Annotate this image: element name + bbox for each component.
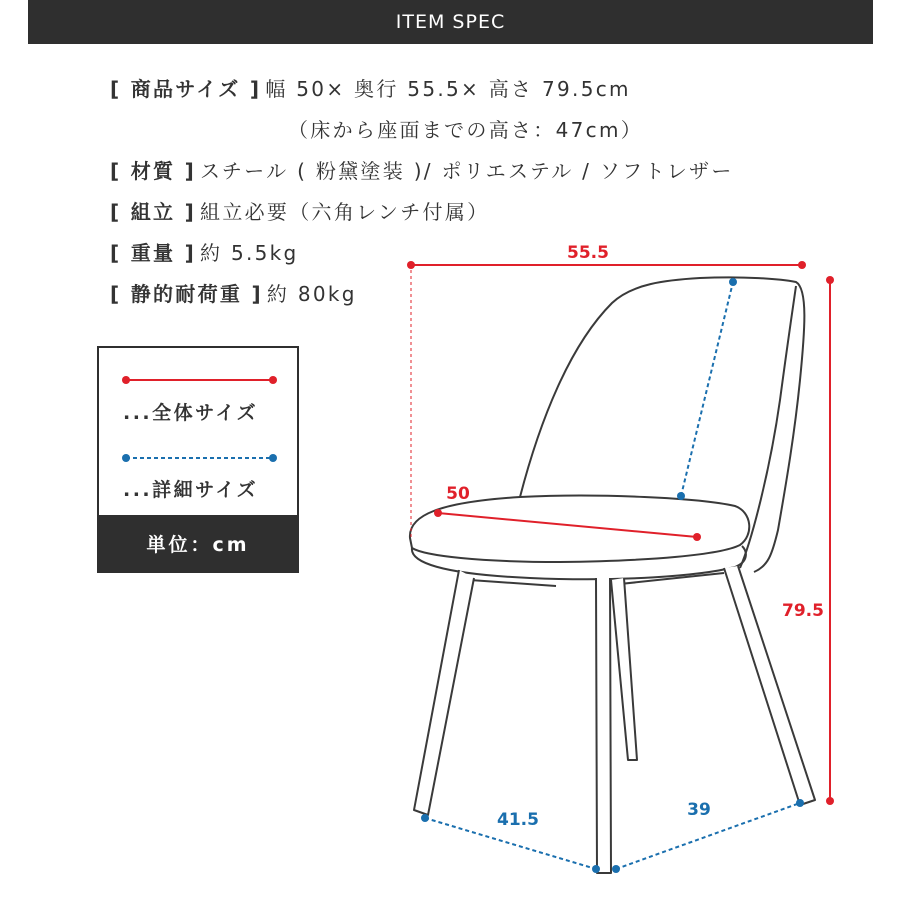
backrest-dimension-dot-top bbox=[729, 278, 737, 286]
leg-frame-left bbox=[470, 580, 556, 586]
spec-load-label: [ 静的耐荷重 ] bbox=[110, 282, 263, 306]
leg-span-left-label: 41.5 bbox=[497, 810, 539, 830]
backrest-dimension-dot-bottom bbox=[677, 492, 685, 500]
depth-dimension-dot-left bbox=[407, 261, 415, 269]
spec-assembly-value: 組立必要（六角レンチ付属） bbox=[200, 200, 490, 224]
spec-material-value: スチール ( 粉黛塗装 )/ ポリエステル / ソフトレザー bbox=[200, 159, 734, 183]
spec-size-value: 幅 50× 奥行 55.5× 高さ 79.5cm bbox=[265, 77, 631, 101]
width-dimension-dot-left bbox=[434, 509, 442, 517]
chair-leg-front-left bbox=[414, 570, 474, 815]
spec-weight-label: [ 重量 ] bbox=[110, 241, 197, 265]
height-dimension-dot-top bbox=[826, 276, 834, 284]
leg-span-right-dot-b bbox=[796, 799, 804, 807]
leg-span-left-dot-a bbox=[421, 814, 429, 822]
height-dimension-label: 79.5 bbox=[782, 601, 824, 621]
spec-load-value: 約 80kg bbox=[266, 282, 357, 306]
leg-span-right-dot-a bbox=[612, 865, 620, 873]
spec-assembly-label: [ 組立 ] bbox=[110, 200, 197, 224]
spec-weight-value: 約 5.5kg bbox=[200, 241, 299, 265]
depth-dimension-label: 55.5 bbox=[567, 243, 609, 263]
chair-leg-front-center bbox=[596, 578, 611, 873]
legend-unit-label: 単位：cm bbox=[146, 533, 250, 556]
chair-seat-top bbox=[410, 496, 749, 562]
width-dimension-label: 50 bbox=[446, 484, 470, 504]
spec-seat-height-value: （床から座面までの高さ：47cm） bbox=[288, 118, 644, 142]
chair-illustration bbox=[410, 277, 815, 873]
leg-span-left-dot-b bbox=[592, 865, 600, 873]
width-dimension-dot-right bbox=[693, 533, 701, 541]
legend-detail-label: ...詳細サイズ bbox=[123, 479, 259, 501]
height-dimension-dot-bottom bbox=[826, 797, 834, 805]
spec-material-label: [ 材質 ] bbox=[110, 159, 197, 183]
legend-overall-label: ...全体サイズ bbox=[123, 402, 259, 424]
leg-span-right-label: 39 bbox=[687, 800, 711, 820]
depth-dimension-dot-right bbox=[798, 261, 806, 269]
chair-leg-back bbox=[611, 578, 637, 760]
spec-size-label: [ 商品サイズ ] bbox=[110, 77, 262, 101]
header-title: ITEM SPEC bbox=[395, 11, 506, 33]
